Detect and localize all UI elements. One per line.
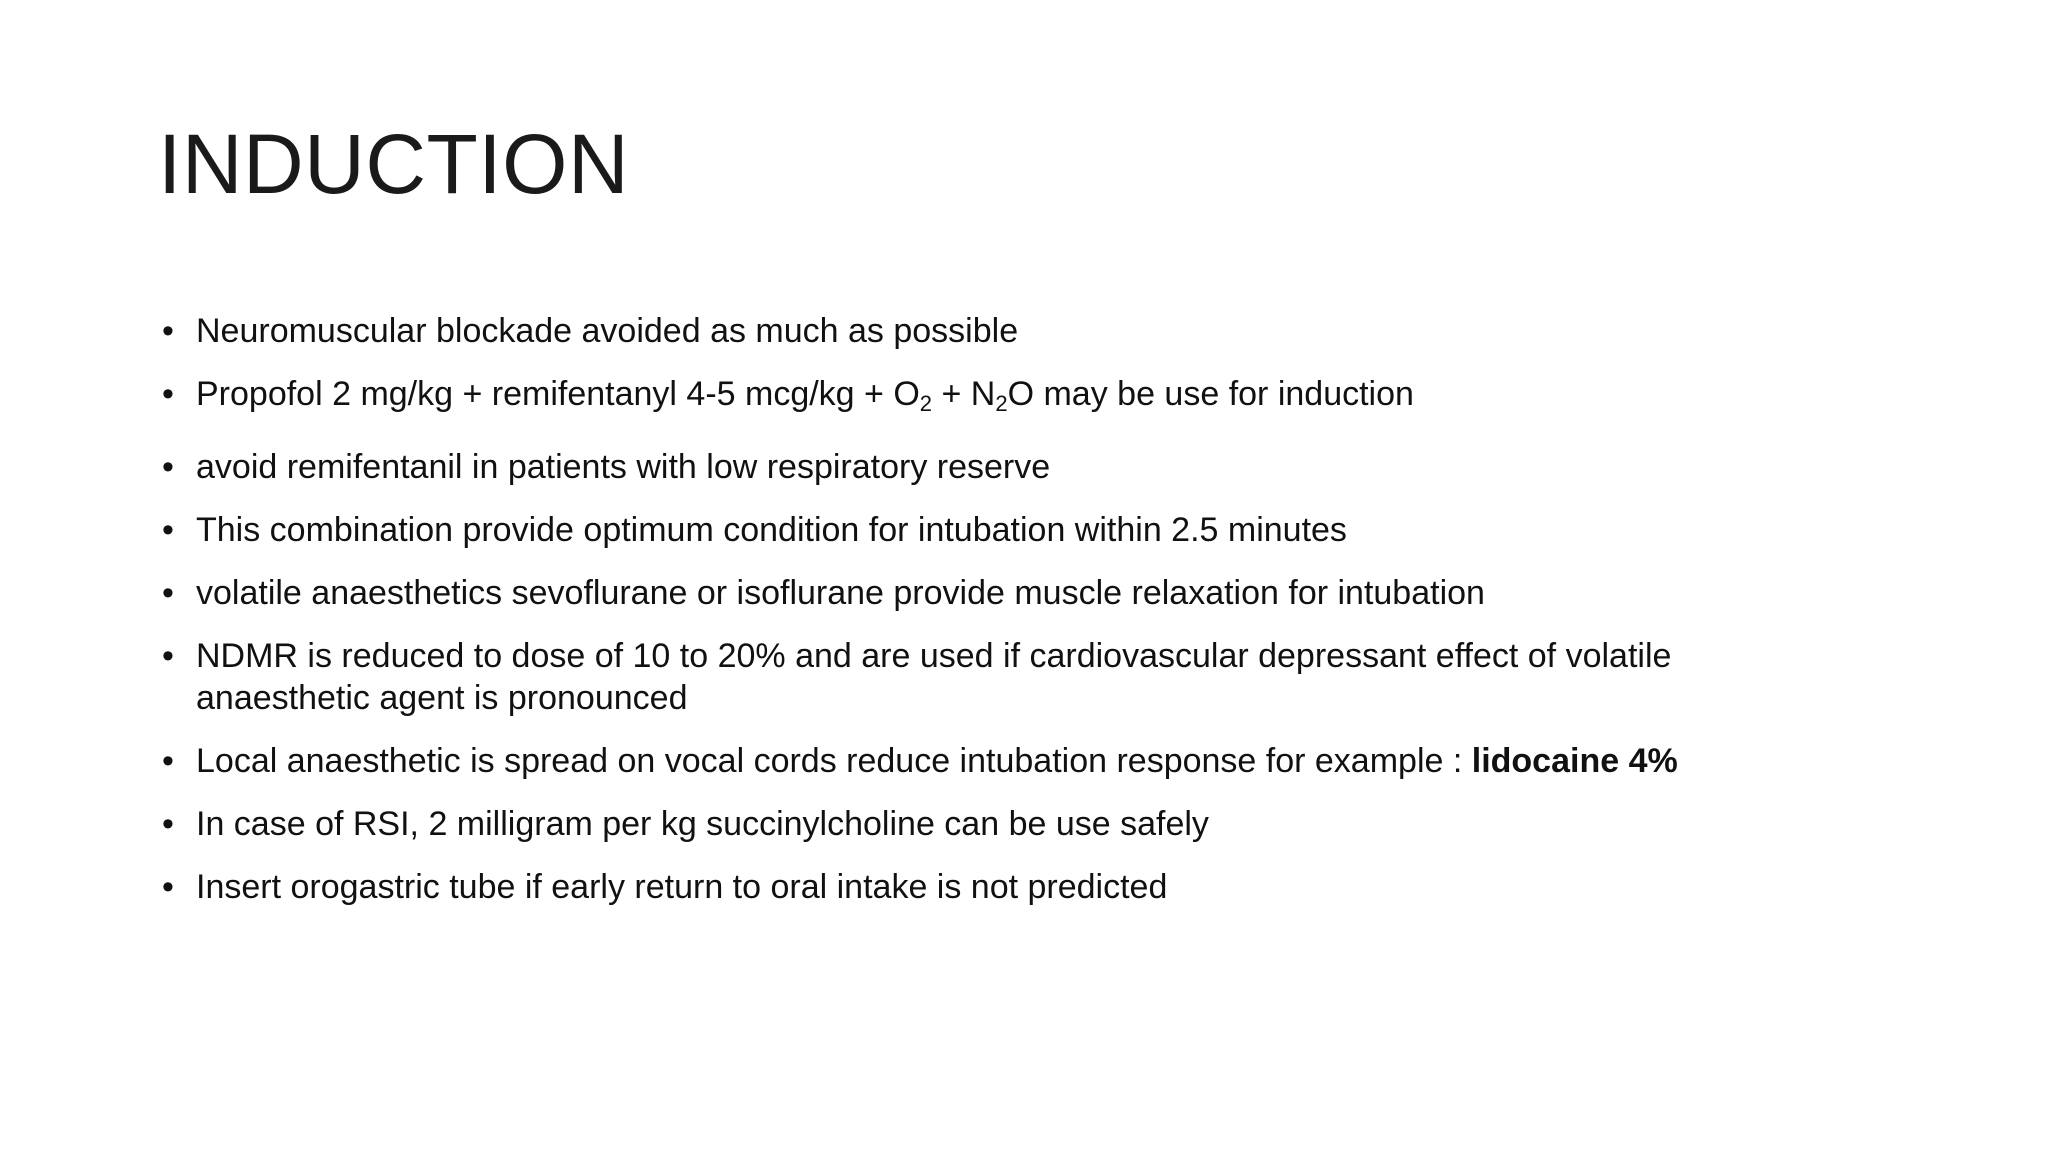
bold-text: lidocaine 4% bbox=[1471, 742, 1678, 780]
bullet-text: + N bbox=[932, 375, 996, 413]
bullet-item bbox=[158, 740, 1818, 782]
bullet-text: NDMR is reduced to dose of 10 to 20% and are used if cardiovascular depressant effect of volatile anaesthetic agent is pronounced bbox=[196, 637, 1672, 717]
bullet-text: This combination provide optimum condition for intubation within 2.5 minutes bbox=[196, 511, 1347, 549]
bullet-item bbox=[158, 572, 1818, 614]
bullet-item bbox=[158, 866, 1818, 908]
bullet-icon: • bbox=[162, 312, 174, 350]
bullet-item bbox=[158, 509, 1818, 551]
bullet-item bbox=[158, 803, 1818, 845]
bullet-text: volatile anaesthetics sevoflurane or isoflurane provide muscle relaxation for intubation bbox=[196, 574, 1485, 612]
bullet-icon: • bbox=[162, 574, 174, 612]
bullet-icon: • bbox=[162, 805, 174, 843]
bullet-item bbox=[158, 635, 1818, 719]
bullet-text: In case of RSI, 2 milligram per kg succinylcholine can be use safely bbox=[196, 805, 1209, 843]
bullet-item bbox=[158, 310, 1818, 352]
bullet-icon: • bbox=[162, 448, 174, 486]
subscript: 2 bbox=[919, 391, 933, 416]
bullet-icon: • bbox=[162, 375, 174, 413]
bullet-text: Local anaesthetic is spread on vocal cords reduce intubation response for example : bbox=[196, 742, 1472, 780]
bullet-text: Propofol 2 mg/kg + remifentanyl 4-5 mcg/kg + O bbox=[196, 375, 920, 413]
bullet-text: Neuromuscular blockade avoided as much as possible bbox=[196, 312, 1019, 350]
bullet-icon: • bbox=[162, 742, 174, 780]
bullet-text: avoid remifentanil in patients with low respiratory reserve bbox=[196, 448, 1051, 486]
bullet-icon: • bbox=[162, 511, 174, 549]
subscript: 2 bbox=[995, 391, 1008, 416]
slide-title: INDUCTION bbox=[158, 117, 630, 211]
bullet-icon: • bbox=[162, 868, 174, 906]
bullet-list bbox=[158, 310, 1818, 929]
bullet-text: Insert orogastric tube if early return to oral intake is not predicted bbox=[196, 868, 1168, 906]
bullet-item bbox=[158, 446, 1818, 488]
bullet-icon: • bbox=[162, 637, 174, 675]
bullet-item bbox=[158, 373, 1818, 425]
bullet-text: O may be use for induction bbox=[1007, 375, 1414, 413]
